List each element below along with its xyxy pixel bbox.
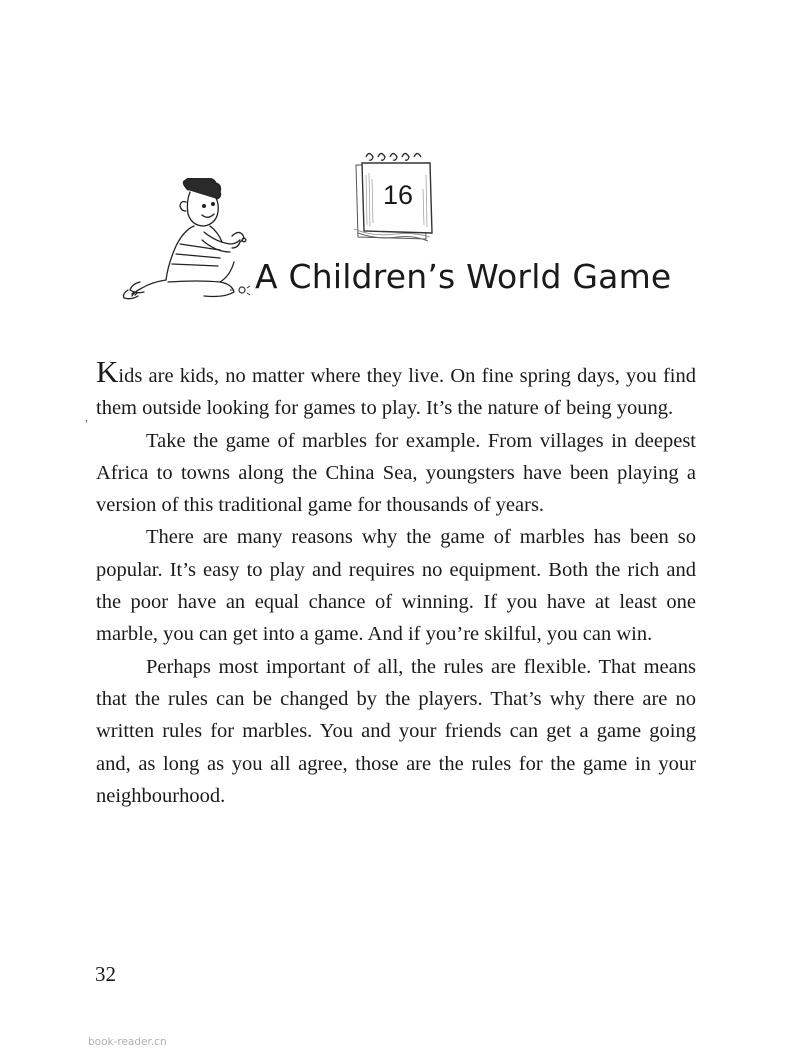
paragraph-text: ids are kids, no matter where they live. On fine spring days, you find them outside looking for games to play. It’s the nature of being young. (96, 365, 696, 420)
drop-cap: K (96, 354, 119, 389)
watermark: book-reader.cn (88, 1036, 167, 1048)
chapter-number: 16 (382, 180, 414, 210)
paragraph: There are many reasons why the game of marbles has been so popular. It’s easy to play and requires no equipment. Both the rich and the poor have an equal chance of winning. If you have at least one marble, you can get into a game. And if you’re skilful, you can win. (96, 526, 696, 646)
paragraph: Take the game of marbles for example. From villages in deepest Africa to towns along the China Sea, youngsters have been playing a version of this traditional game for thousands of years. (96, 429, 696, 517)
paragraph: Perhaps most important of all, the rules are flexible. That means that the rules can be changed by the players. That’s why there are no written rules for marbles. You and your friends can get a game going and, as long as you all agree, those are the rules for the game in your neighbourhood. (96, 655, 696, 807)
kneeling-boy-illustration (120, 178, 255, 303)
chapter-title: A Children’s World Game (255, 257, 672, 296)
margin-mark: , (85, 410, 88, 424)
page-number: 32 (95, 962, 116, 986)
paragraph (96, 354, 696, 425)
body-text (96, 354, 696, 812)
